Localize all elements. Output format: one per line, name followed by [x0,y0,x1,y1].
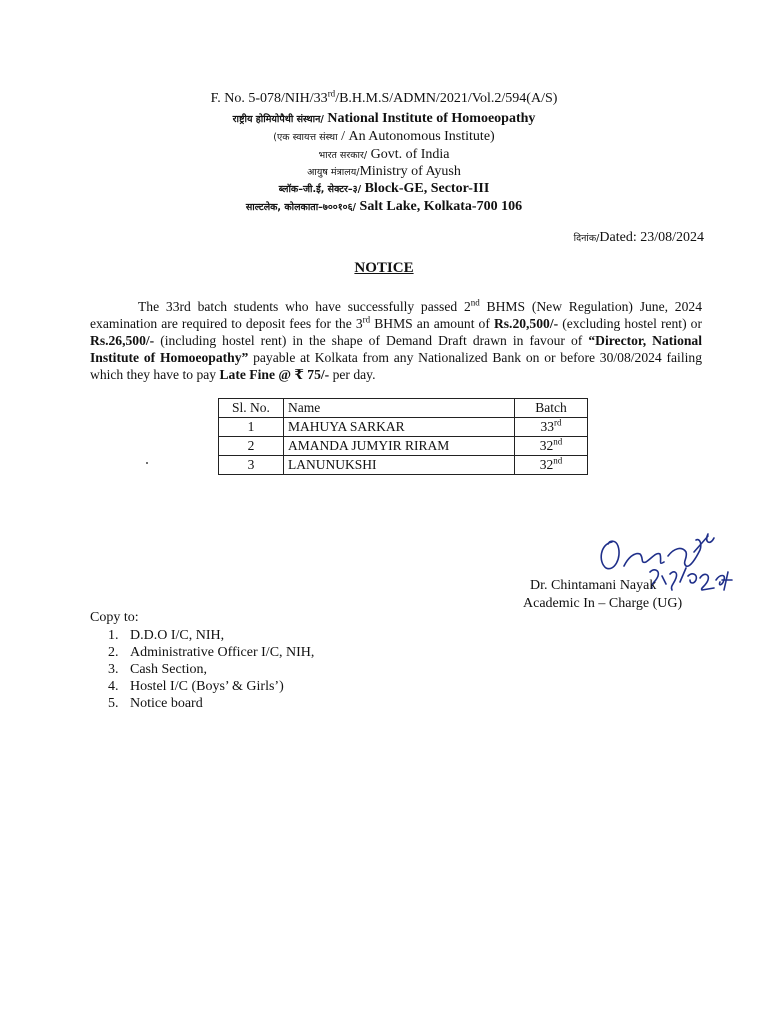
cell-sl: 1 [219,418,284,437]
ministry-line: आयुष मंत्रालय/Ministry of Ayush [307,164,461,179]
list-item: 2. Administrative Officer I/C, NIH, [108,645,315,660]
cell-sl: 3 [219,456,284,475]
student-table [218,398,588,475]
cell-name: LANUNUKSHI [284,456,515,475]
header-batch: Batch [515,399,588,418]
cell-batch: 32nd [515,437,588,456]
copy-to-list [108,627,314,712]
table-row [219,456,588,475]
scan-speck [146,462,148,464]
govt-line: भारत सरकार/ Govt. of India [318,147,450,162]
cell-batch: 32nd [515,456,588,475]
institute-name: राष्ट्रीय होमियोपैथी संस्थान/ National Institute of Homoeopathy [232,111,536,126]
header-sl-no: Sl. No. [219,399,284,418]
list-item: 1. D.D.O I/C, NIH, [108,628,225,643]
address-line: साल्टलेक, कोलकाता–७००१०६/ Salt Lake, Kolkata-700 106 [245,199,523,214]
cell-name: MAHUYA SARKAR [284,418,515,437]
table-header-row [219,399,588,418]
file-number: F. No. 5-078/NIH/33rd/B.H.M.S/ADMN/2021/Vol.2/594(A/S) [210,88,558,106]
table-row [219,437,588,456]
block-line: ब्लॉक–जी.ई, सेक्टर–३/ Block-GE, Sector-III [278,181,490,196]
notice-body: The 33rd batch students who have successfully passed 2nd BHMS (New Regulation) June, 2024 examination are required to deposit fees for the 3rd BHMS an amount of Rs.20,500/- (excluding hostel rent) or Rs.26,500/- (including hostel rent) in the shape of Demand Draft drawn in favour of “Director, National Institute of Homoeopathy” payable at Kolkata from any Nationalized Bank on or before 30/08/2024 failing which they have to pay Late Fine @ ₹ 75/- per day. [90,297,703,382]
cell-batch: 33rd [515,418,588,437]
table-row [219,418,588,437]
copy-to-heading: Copy to: [90,610,139,625]
list-item: 3. Cash Section, [108,662,207,677]
list-item: 5. Notice board [108,696,203,711]
list-item: 4. Hostel I/C (Boys’ & Girls’) [108,679,284,694]
cell-sl: 2 [219,437,284,456]
autonomous-line: (एक स्वायत्त संस्था / An Autonomous Institute) [273,129,495,144]
signatory-name: Dr. Chintamani Nayak [530,578,657,593]
notice-title: NOTICE [354,260,414,276]
header-name: Name [284,399,515,418]
cell-name: AMANDA JUMYIR RIRAM [284,437,515,456]
signatory-role: Academic In – Charge (UG) [523,596,683,611]
date-line: दिनांक/Dated: 23/08/2024 [573,230,704,245]
